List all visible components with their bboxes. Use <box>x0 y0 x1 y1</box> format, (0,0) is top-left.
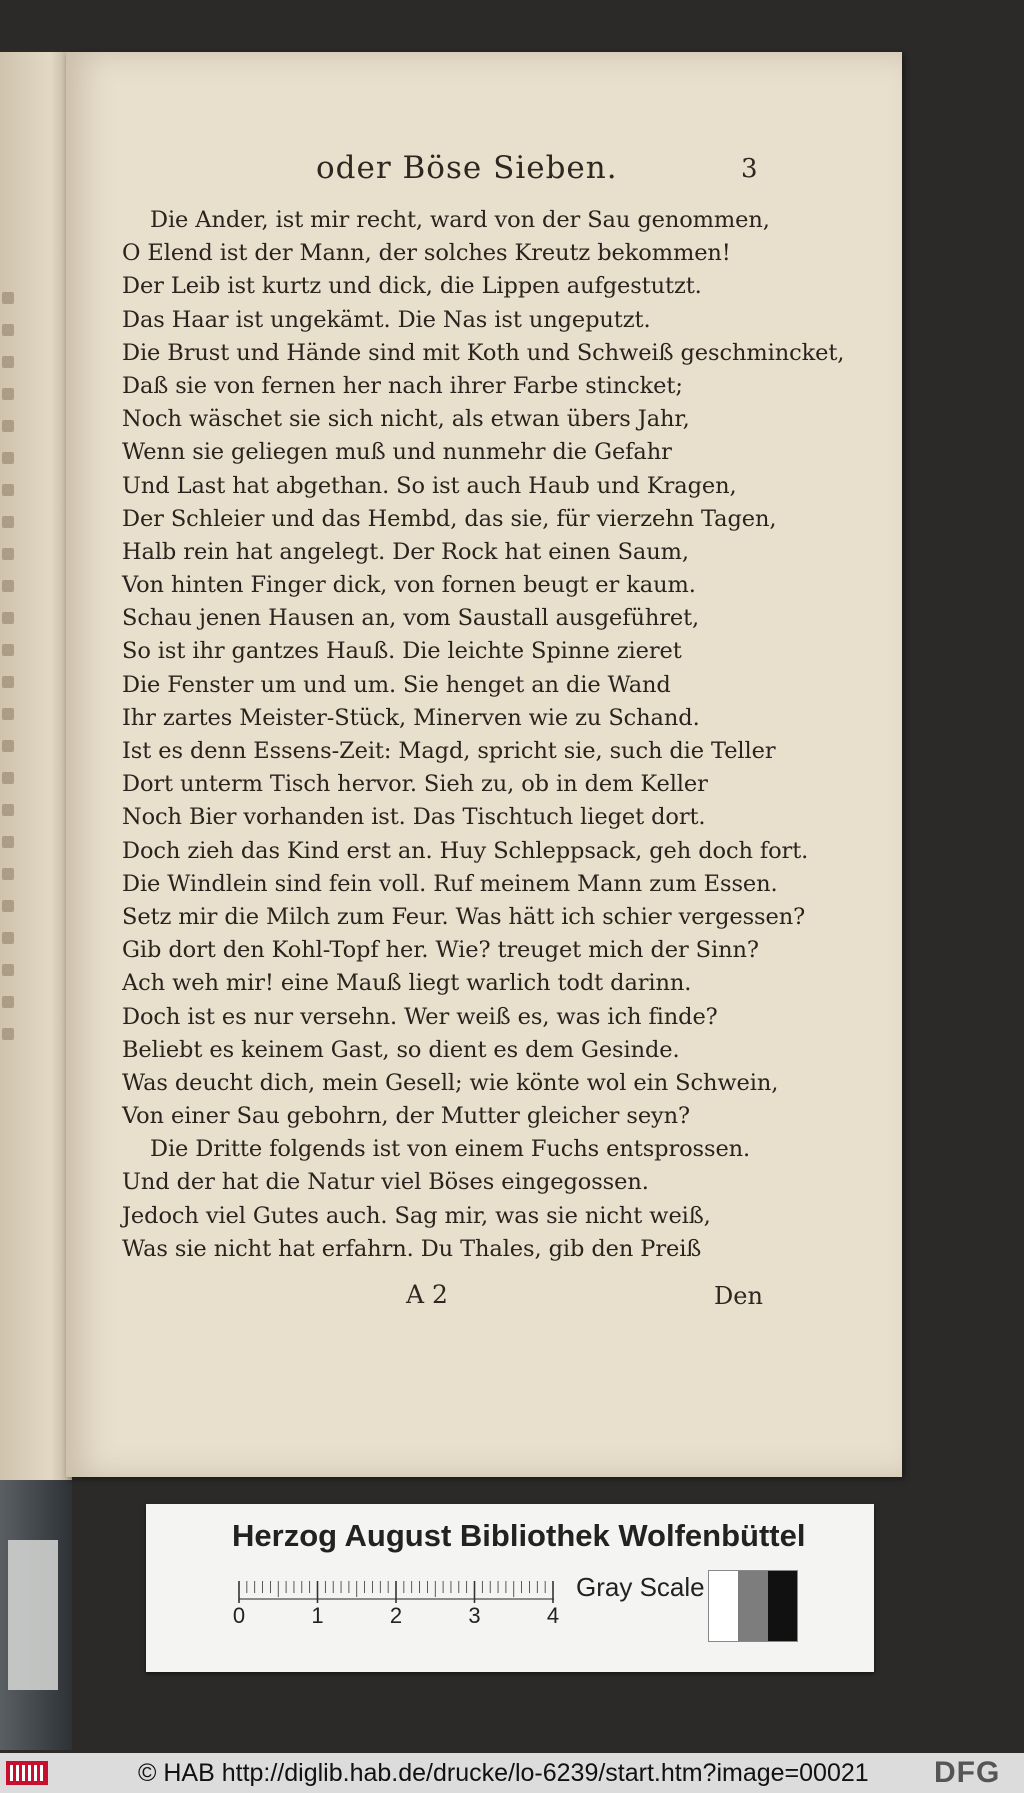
verse-line: Die Fenster um und um. Sie henget an die Wand <box>122 671 671 698</box>
verse-line: Der Schleier und das Hembd, das sie, für vierzehn Tagen, <box>122 505 777 532</box>
verse-line: Gib dort den Kohl-Topf her. Wie? treuget mich der Sinn? <box>122 937 759 964</box>
ruler-label: 0 <box>232 1603 246 1628</box>
page-number: 3 <box>741 154 758 184</box>
verse-line: Schau jenen Hausen an, vom Saustall ausgeführet, <box>122 605 700 632</box>
verse-line: Von einer Sau gebohrn, der Mutter gleicher seyn? <box>122 1103 690 1130</box>
previous-page-marks <box>2 292 18 1060</box>
verse-line: So ist ihr gantzes Hauß. Die leichte Spinne zieret <box>122 638 682 665</box>
verse-line: Noch Bier vorhanden ist. Das Tischtuch lieget dort. <box>122 804 706 831</box>
verse-line: Daß sie von fernen her nach ihrer Farbe stincket; <box>122 372 683 399</box>
ruler-label: 3 <box>468 1603 481 1628</box>
verse-line: Ach weh mir! eine Mauß liegt warlich todt darinn. <box>122 970 692 997</box>
verse-line: Noch wäschet sie sich nicht, als etwan übers Jahr, <box>122 406 690 433</box>
previous-page-edge <box>0 52 72 1482</box>
verse-line: Der Leib ist kurtz und dick, die Lippen aufgestutzt. <box>122 273 702 300</box>
verse-line: Doch ist es nur versehn. Wer weiß es, was ich finde? <box>122 1003 718 1030</box>
ruler-label: 4 <box>546 1603 560 1628</box>
verse-line: Was deucht dich, mein Gesell; wie könte wol ein Schwein, <box>122 1069 779 1096</box>
verse-line: Wenn sie geliegen muß und nunmehr die Gefahr <box>122 439 672 466</box>
verse-line: Halb rein hat angelegt. Der Rock hat einen Saum, <box>122 538 689 565</box>
library-logo-icon <box>6 1761 48 1785</box>
spine-label <box>8 1540 58 1690</box>
ruler-label: 2 <box>389 1603 403 1628</box>
verse-line: Doch zieh das Kind erst an. Huy Schleppsack, geh doch fort. <box>122 837 809 864</box>
ruler-label: 1 <box>311 1603 324 1628</box>
verse-text <box>122 204 845 1266</box>
verse-line: Was sie nicht hat erfahrn. Du Thales, gib den Preiß <box>122 1235 702 1262</box>
signature-mark: A 2 <box>406 1280 448 1309</box>
verse-line: Und der hat die Natur viel Böses eingegossen. <box>122 1169 649 1196</box>
gray-scale-swatch <box>708 1570 798 1642</box>
verse-line: Und Last hat abgethan. So ist auch Haub und Kragen, <box>122 472 737 499</box>
ruler <box>232 1579 561 1628</box>
color-calibration-card <box>146 1504 874 1672</box>
verse-line: Dort unterm Tisch hervor. Sieh zu, ob in dem Keller <box>122 771 708 798</box>
gray-scale-label: Gray Scale <box>576 1572 705 1602</box>
gray-swatch-patch <box>709 1571 738 1641</box>
verse-line: Die Brust und Hände sind mit Koth und Schweiß geschmincket, <box>122 339 845 366</box>
verse-line: Ist es denn Essens-Zeit: Magd, spricht sie, such die Teller <box>122 738 776 764</box>
gray-swatch-patch <box>738 1571 767 1641</box>
running-title: oder Böse Sieben. <box>316 150 618 186</box>
running-head <box>66 150 902 194</box>
verse-line: Jedoch viel Gutes auch. Sag mir, was sie nicht weiß, <box>122 1202 711 1229</box>
catchword: Den <box>714 1282 763 1310</box>
verse-line: Setz mir die Milch zum Feur. Was hätt ich schier vergessen? <box>122 903 806 930</box>
book-page <box>66 52 902 1477</box>
verse-line: Von hinten Finger dick, von fornen beugt er kaum. <box>122 572 696 599</box>
dfg-logo: DFG <box>934 1756 1001 1789</box>
verse-line: Beliebt es keinem Gast, so dient es dem Gesinde. <box>122 1036 680 1063</box>
card-title: Herzog August Bibliothek Wolfenbüttel <box>232 1518 806 1553</box>
verse-line: Die Dritte folgends ist von einem Fuchs entsprossen. <box>150 1136 751 1163</box>
verse-line: Die Windlein sind fein voll. Ruf meinem Mann zum Essen. <box>122 870 778 897</box>
verse-line: O Elend ist der Mann, der solches Kreutz bekommen! <box>122 240 731 267</box>
footer-url-text: © HAB http://diglib.hab.de/drucke/lo-6239/start.htm?image=00021 <box>138 1759 869 1787</box>
gray-swatch-patch <box>768 1571 797 1641</box>
verse-line: Ihr zartes Meister-Stück, Minerven wie zu Schand. <box>122 704 700 731</box>
footer-bar <box>0 1753 1024 1793</box>
verse-line: Die Ander, ist mir recht, ward von der Sau genommen, <box>150 207 770 233</box>
verse-line: Das Haar ist ungekämt. Die Nas ist ungeputzt. <box>122 306 651 333</box>
